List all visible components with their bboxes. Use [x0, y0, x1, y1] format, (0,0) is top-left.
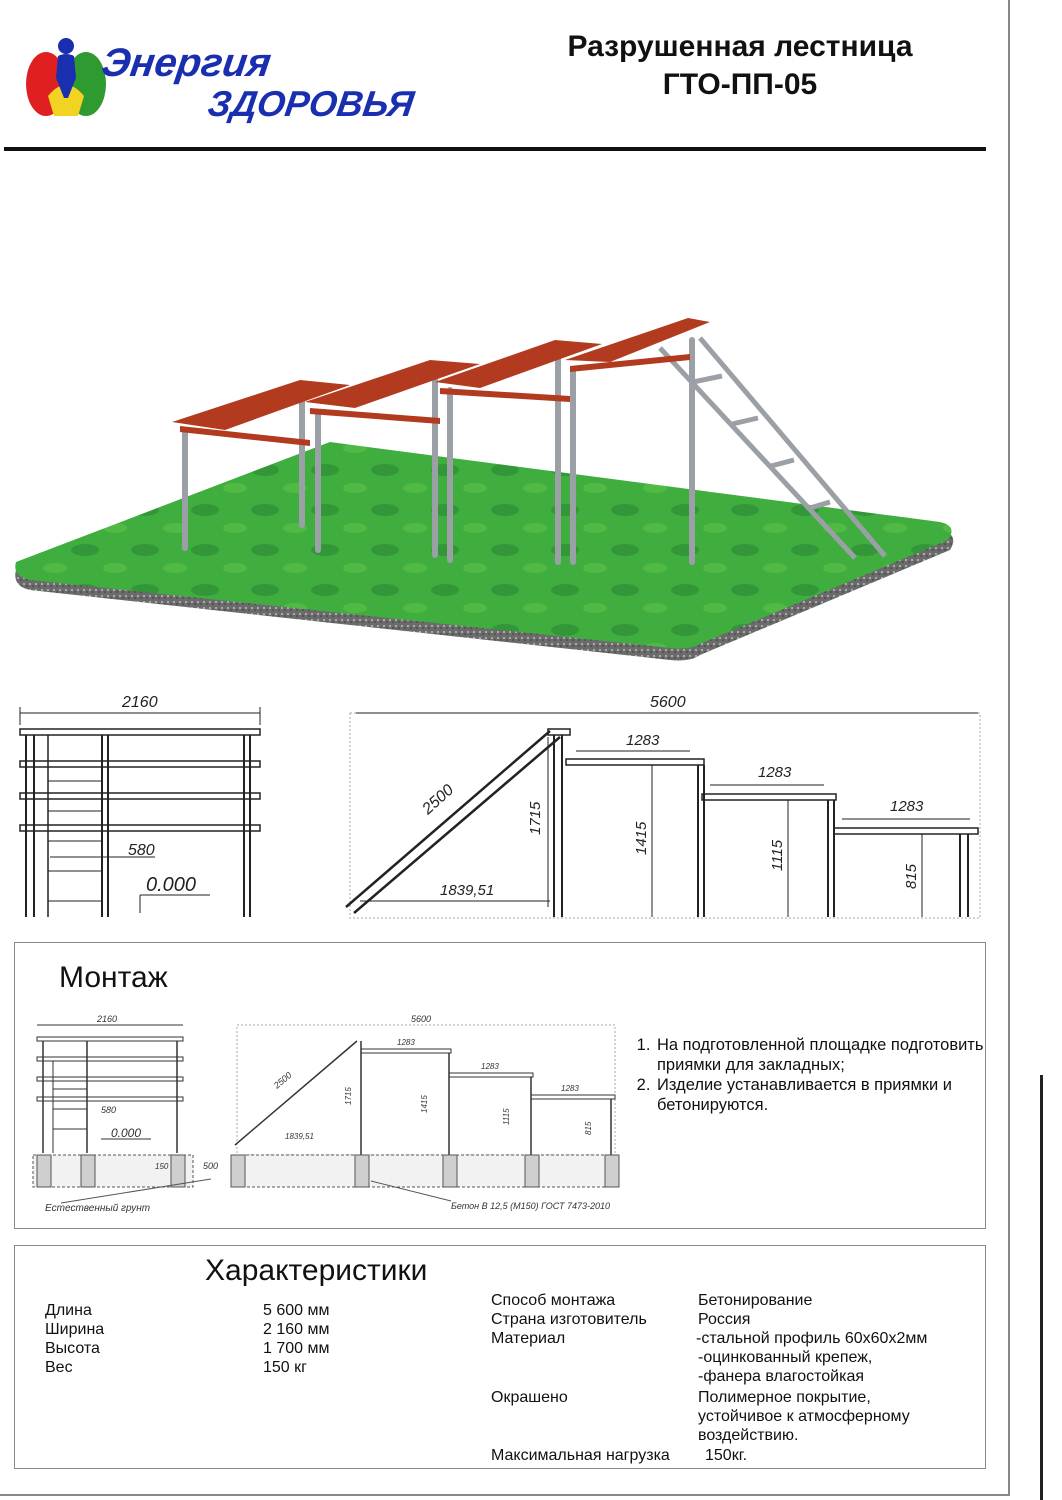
dim-tier-width-1: 1283 [626, 732, 660, 749]
spec-material-value-2: -оцинкованный крепеж, [698, 1349, 873, 1366]
montage-steps [635, 1035, 1005, 1115]
montage-dim-height-2: 1115 [502, 1108, 511, 1125]
soil-label: Естественный грунт [45, 1203, 151, 1214]
montage-ground-level: 0.000 [111, 1126, 142, 1140]
logo-text-line1: Энергия [98, 40, 275, 85]
spec-load-label: Максимальная нагрузка [491, 1447, 670, 1464]
montage-dim-tier-3: 1283 [561, 1084, 579, 1093]
dim-tier-width-3: 1283 [890, 798, 924, 815]
title-line1: Разрушенная лестница [567, 30, 913, 63]
spec-country-value: Россия [698, 1311, 751, 1328]
montage-dim-tier-1: 1283 [397, 1038, 415, 1047]
montage-pit-width: 150 [155, 1162, 169, 1171]
specs-title: Характеристики [205, 1254, 428, 1287]
logo-emblem-icon [26, 38, 106, 116]
montage-dim-ladder-height: 1715 [344, 1087, 353, 1105]
montage-drawing [31, 1013, 641, 1218]
technical-drawings [10, 685, 990, 930]
brand-logo [18, 34, 448, 124]
spec-value: 5 600 мм [263, 1302, 330, 1319]
montage-dim-height-3: 815 [584, 1121, 593, 1135]
montage-dim-length: 5600 [411, 1014, 432, 1024]
header-rule [4, 147, 986, 151]
dim-ladder-length: 2500 [419, 781, 458, 818]
spec-value: 1 700 мм [263, 1340, 330, 1357]
title-line2: ГТО-ПП-05 [662, 68, 818, 101]
foundation-pits [33, 1155, 619, 1203]
montage-dim-step: 580 [101, 1105, 117, 1115]
dim-front-width: 2160 [122, 694, 158, 711]
montage-dim-tier-2: 1283 [481, 1062, 499, 1071]
spec-value: 150 кг [263, 1359, 307, 1376]
spec-material-label: Материал [491, 1330, 566, 1347]
spec-paint-value-2: устойчивое к атмосферному [698, 1408, 910, 1425]
spec-label: Длина [45, 1302, 92, 1319]
montage-section [14, 942, 986, 1229]
top-beams [172, 318, 710, 446]
montage-dim-height-1: 1415 [420, 1095, 429, 1113]
spec-material-value-3: -фанера влагостойкая [698, 1368, 865, 1385]
spec-country-label: Страна изготовитель [491, 1311, 647, 1328]
concrete-label: Бетон В 12,5 (М150) ГОСТ 7473-2010 [451, 1201, 610, 1211]
montage-dim-ladder: 2500 [271, 1069, 294, 1091]
montage-dim-width: 2160 [97, 1014, 118, 1024]
spec-label: Ширина [45, 1321, 105, 1338]
specs-section [14, 1245, 986, 1469]
dim-side-length: 5600 [650, 694, 686, 711]
ground-slab [15, 442, 953, 660]
dim-tier-height-2: 1115 [769, 839, 786, 871]
specs-dimensions [45, 1301, 345, 1381]
dim-tier-height-3: 815 [903, 863, 920, 889]
front-view [20, 707, 260, 917]
edge-strip [1040, 1075, 1062, 1500]
dim-ladder-height: 1715 [527, 801, 544, 835]
product-render [10, 300, 970, 680]
dim-tier-height-1: 1415 [633, 821, 650, 855]
ground-level-mark: 0.000 [146, 874, 197, 896]
spec-material-value-1: -стальной профиль 60х60х2мм [696, 1330, 928, 1347]
montage-step-2: 2. Изделие устанавливается в приямки и бетонируются. [655, 1075, 1005, 1115]
dim-tier-width-2: 1283 [758, 764, 792, 781]
dim-step: 580 [128, 842, 155, 859]
document-title [520, 28, 960, 104]
montage-depth: 500 [203, 1161, 219, 1171]
specs-details [491, 1291, 971, 1466]
spec-paint-value-3: воздействию. [698, 1427, 799, 1444]
spec-load-value: 150кг. [705, 1447, 748, 1464]
spec-mount-value: Бетонирование [698, 1292, 813, 1309]
montage-step-1: 1. На подготовленной площадке подготовить приямки для закладных; [655, 1035, 1005, 1075]
dim-ladder-base: 1839,51 [440, 882, 495, 899]
spec-paint-value-1: Полимерное покрытие, [698, 1389, 871, 1406]
montage-title: Монтаж [59, 961, 168, 994]
logo-text-line2: ЗДОРОВЬЯ [205, 83, 417, 124]
spec-label: Вес [45, 1359, 73, 1376]
spec-mount-label: Способ монтажа [491, 1292, 616, 1309]
spec-paint-label: Окрашено [491, 1389, 568, 1406]
spec-label: Высота [45, 1340, 100, 1357]
spec-value: 2 160 мм [263, 1321, 330, 1338]
montage-dim-ladder-base: 1839,51 [285, 1132, 314, 1141]
